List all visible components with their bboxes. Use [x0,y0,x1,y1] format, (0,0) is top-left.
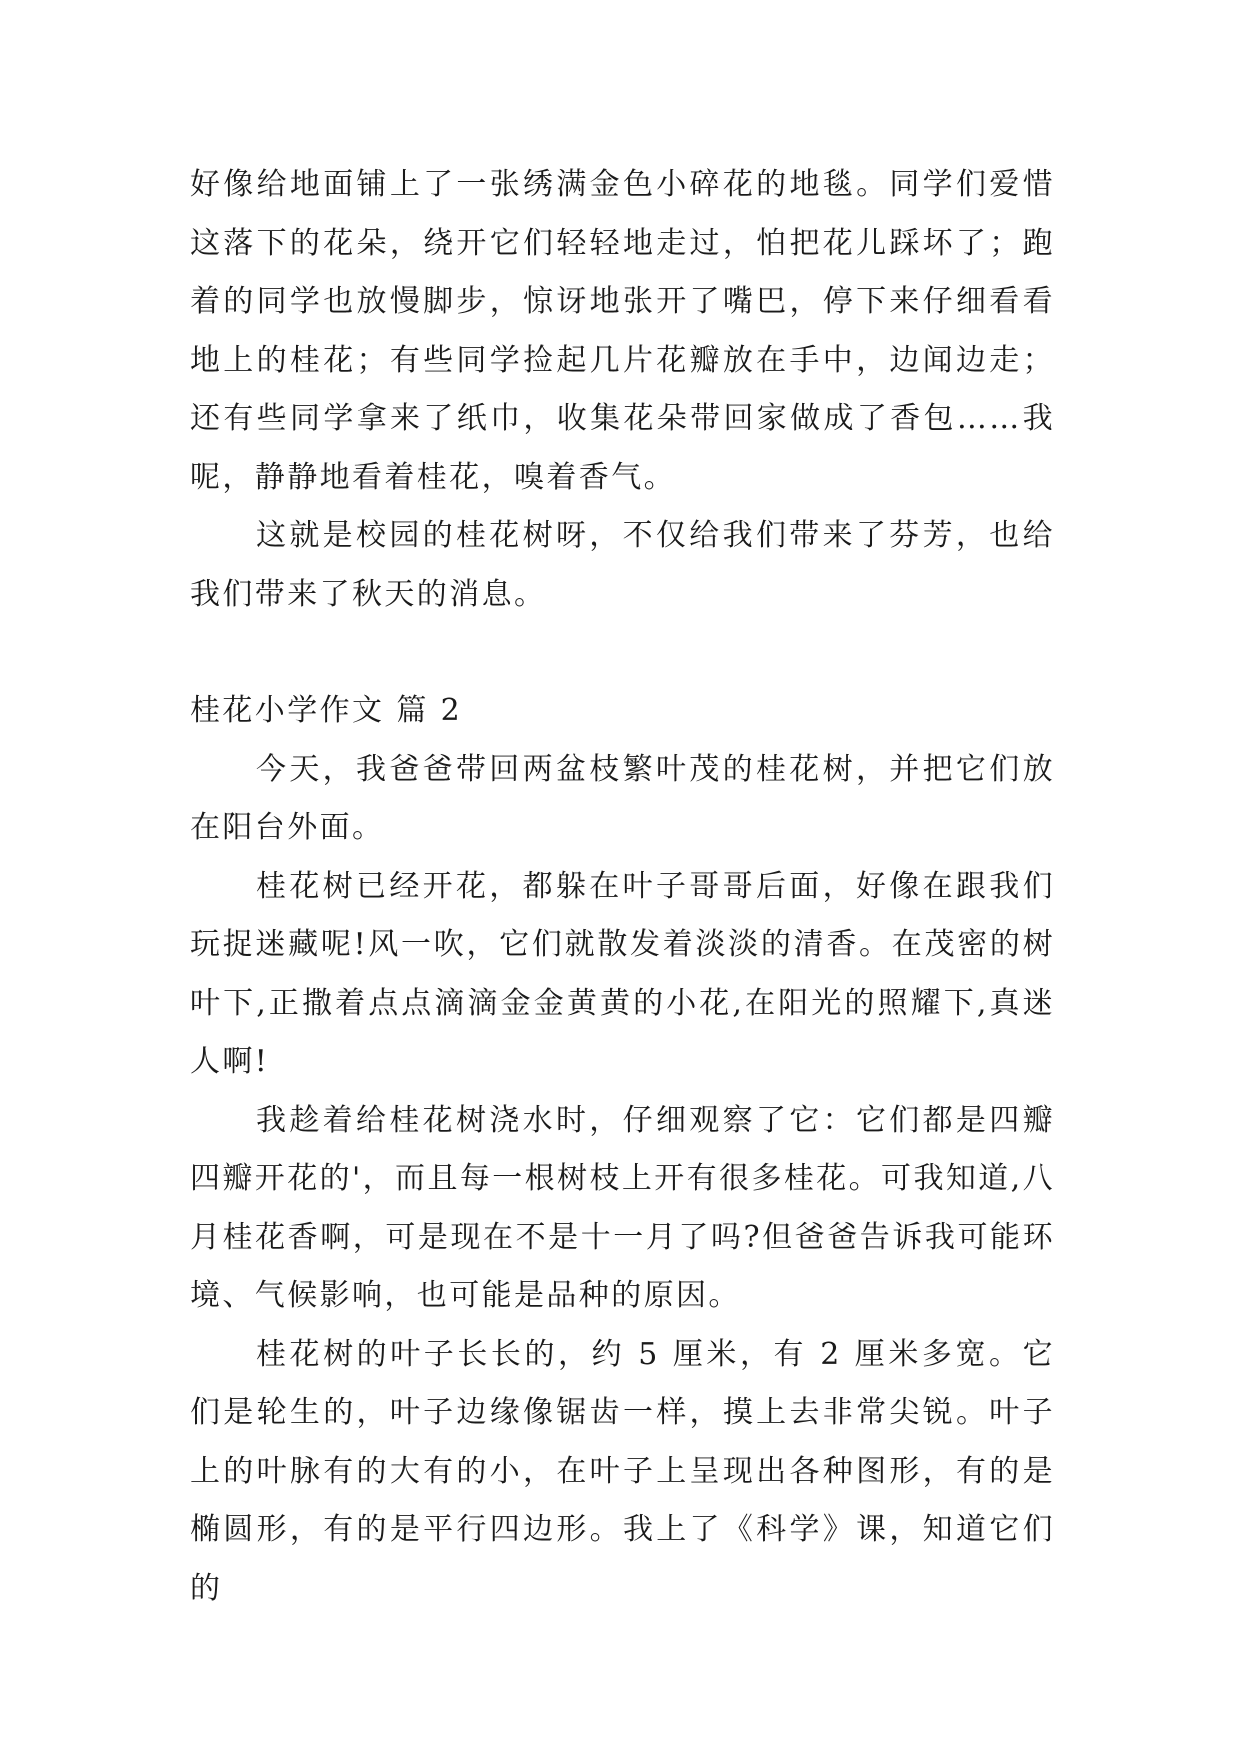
paragraph: 桂花树的叶子长长的，约 5 厘米，有 2 厘米多宽。它们是轮生的，叶子边缘像锯齿一样，摸上去非常尖锐。叶子上的叶脉有的大有的小，在叶子上呈现出各种图形，有的是椭圆形，有的是平行四边形。我上了《科学》课，知道它们的 [190,1336,1055,1606]
document-body [190,156,1055,1618]
fragment-paragraph: 好像给地面铺上了一张绣满金色小碎花的地毯。同学们爱惜这落下的花朵，绕开它们轻轻地走过，怕把花儿踩坏了；跑着的同学也放慢脚步，惊讶地张开了嘴巴，停下来仔细看看地上的桂花；有些同学捡起几片花瓣放在手中，边闻边走；还有些同学拿来了纸巾，收集花朵带回家做成了香包……我呢，静静地看着桂花，嗅着香气。 [190,167,1055,495]
paragraph: 今天，我爸爸带回两盆枝繁叶茂的桂花树，并把它们放在阳台外面。 [190,751,1055,845]
paragraph: 我趁着给桂花树浇水时，仔细观察了它：它们都是四瓣四瓣开花的'，而且每一根树枝上开有很多桂花。可我知道,八月桂花香啊，可是现在不是十一月了吗?但爸爸告诉我可能环境、气候影响，也可能是品种的原因。 [190,1102,1055,1313]
section-heading: 桂花小学作文 篇 2 [190,693,463,728]
paragraph: 桂花树已经开花，都躲在叶子哥哥后面，好像在跟我们玩捉迷藏呢!风一吹，它们就散发着淡淡的清香。在茂密的树叶下,正撒着点点滴滴金金黄黄的小花,在阳光的照耀下,真迷人啊! [190,868,1055,1079]
closing-paragraph: 这就是校园的桂花树呀，不仅给我们带来了芬芳，也给我们带来了秋天的消息。 [190,518,1055,612]
